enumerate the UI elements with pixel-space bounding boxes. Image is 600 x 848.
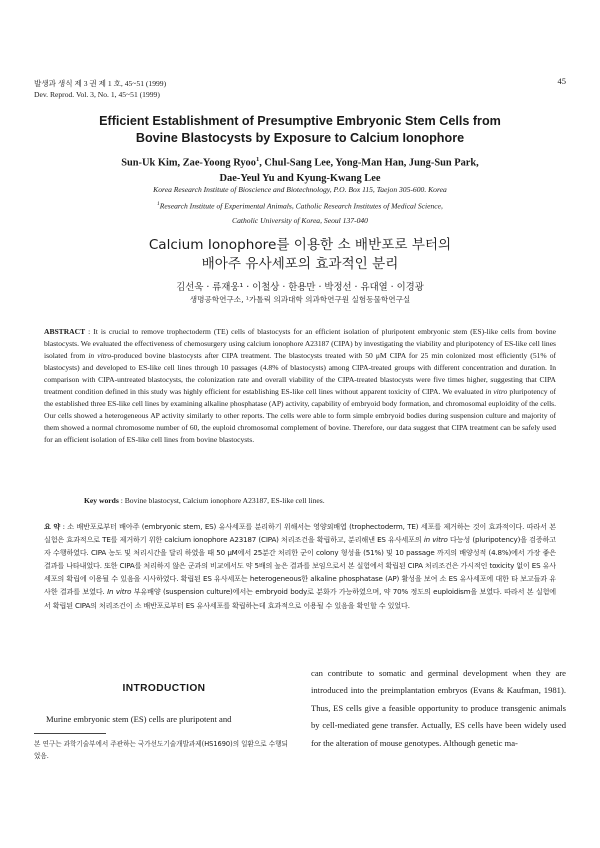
introduction-right-column: can contribute to somatic and germinal development when they are introduced into the preimplantation embryos (Evans & Kaufman, 1981). Thus, ES cells give a feasible opportunity to produce transgenic animals by cell-mediated gene transfer. Actually, ES cells have been widely used for the alteration of mouse genotypes. Although genetic ma-: [311, 668, 566, 748]
author-line-2: Dae-Yeul Yu and Kyung-Kwang Lee: [219, 173, 381, 185]
abstract-text-1: : It is crucial to remove trophectoderm (TE) cells of blastocysts for an efficient isolation of pluripotent embryonic stem (ES)-like cells from bovine blastocysts. We evaluated the effectiveness of chemosurgery using calcium ionophore A23187 (CIPA) by investigating the viability and pluripotency of ES-like cell lines isolated from: [44, 327, 556, 361]
keywords-label: Key words: [84, 496, 119, 505]
abstract-italic-2: in vitro: [485, 387, 508, 397]
introduction-heading: INTRODUCTION: [122, 683, 206, 694]
introduction-left-column: Murine embryonic stem (ES) cells are pluripotent and: [46, 714, 232, 724]
affiliation-line-2-text: Research Institute of Experimental Animals, Catholic Research Institutes of Medical Science,: [159, 201, 443, 211]
korean-abstract-text-1: : 소 배반포로부터 배아주 (embryonic stem, ES) 유사세포를 분리하기 위해서는 영양외배엽 (trophectoderm, TE) 세포를 제거하는 것이 효과적이다. 따라서 본 실험은 효과적으로 TE를 제거하기 위한 calcium ionophore A23187 (CIPA) 처리조건을 확립하고, 분리해낸 ES 유사세포의: [44, 522, 556, 545]
korean-title-line-2: 배아주 유사세포의 효과적인 분리: [201, 256, 399, 272]
keywords: [84, 495, 554, 506]
page-number: 45: [557, 76, 566, 86]
paper-title-line-2: Bovine Blastocysts by Exposure to Calcium Ionophore: [135, 131, 465, 145]
keywords-text: : Bovine blastocyst, Calcium ionophore A23187, ES-like cell lines.: [118, 496, 325, 505]
journal-citation-english: Dev. Reprod. Vol. 3, No. 1, 45~51 (1999): [34, 90, 160, 99]
paper-title-line-1: Efficient Establishment of Presumptive Embryonic Stem Cells from: [99, 114, 501, 128]
paper-title: [40, 113, 560, 147]
author-superscript: 1: [255, 156, 260, 163]
affiliation-line-1: Korea Research Institute of Bioscience and Biotechnology, P.O. Box 115, Taejon 305-600. Korea: [153, 185, 447, 194]
journal-citation: [34, 78, 166, 100]
journal-citation-korean: 발생과 생식 제 3 권 제 1 호, 45~51 (1999): [34, 79, 167, 88]
footnote-divider: [34, 733, 106, 734]
affiliation-superscript: 1: [157, 201, 160, 207]
korean-abstract-text-3: 부유배양 (suspension culture)에서는 embryoid body로 분화가 가능하였으며, 약 70% 정도의 euploidism을 보였다. 따라서 본 실험에서 확립된 CIPA의 처리조건이 소 배반포로부터 ES 유사세포를 확립하는데 효과적으로 이용될 수 있음을 확인할 수 있었다.: [44, 587, 556, 610]
abstract-label: ABSTRACT: [44, 327, 86, 336]
affiliation-line-2: [40, 197, 560, 214]
affiliation-line-3: Catholic University of Korea, Seoul 137-040: [232, 215, 368, 225]
abstract-text-3: pluripotency of the established three ES-like cell lines by examining alkaline phosphatase (AP) activity, capability of embryoid body formation, and chromosomal euploidity of the cells. Our cells showed a heterogeneous AP activity similarly to other reports. The cells were able to form simple embryoid bodies during suspension culture and majority of them showed a normal chromosome number of 60, the euploid chromosomal complement of bovine. Therefore, our data suggest that CIPA treatment can be safely used for an efficient isolation of ES-like cell lines from bovine blastocysts.: [44, 387, 556, 445]
korean-title-line-1: Calcium Ionophore를 이용한 소 배반포로 부터의: [148, 237, 452, 253]
author-line-1: [40, 152, 560, 171]
korean-abstract-italic-1: in vitro: [423, 535, 448, 545]
author-names-a: Sun-Uk Kim, Zae-Yoong Ryoo: [121, 157, 256, 169]
korean-authors: 김선욱 · 류재웅¹ · 이철상 · 한용만 · 박정선 · 유대열 · 이경광: [176, 282, 424, 293]
affiliations: [40, 183, 560, 228]
korean-abstract-label: 요 약: [44, 522, 61, 531]
korean-abstract-text-2: 다능성 (pluripotency)을 검증하고자 수행하였다. CIPA 농도 및 처리시간을 달리 하였을 때 50 μM에서 25분간 처리한 군이 colony 형성율 (51%) 및 10 passage 까지의 배양성적 (4.8%)에서 가장 좋은 결과를 나타내었다. 또한 CIPA를 처리하지 않은 군과의 비교에서도 약 5배의 높은 결과를 보임으로서 본 실험에서 확립된 CIPA 처리조건은 가시적인 toxicity 없이 ES 유사세포의 확립에 이용될 수 있음을 시사하였다. 확립된 ES 유사세포는 heterogeneous한 alkaline phosphatase (AP) 활성을 보여 소 ES 유사세포에 대한 타 보고들과 유사한 결과를 보였다.: [44, 535, 556, 597]
abstract-text-2: -produced bovine blastocysts after CIPA treatment. The blastocysts treated with 50 μM CIPA for 25 min colonized most efficiently (51% of blastocysts) and developed to ES-like cell lines through 10 passages (4.8% of blastocysts) among CIPA-treated groups with different concentration and duration. In comparison with CIPA-untreated blastocysts, the colonization rate and overall viability of the CIPA-treated blastocysts were five times higher, suggesting that CIPA treatment condition defined in this study was highly efficient for establishing ES-like cell lines without apparent toxicity of CIPA. We evaluated: [44, 351, 557, 397]
funding-footnote: 본 연구는 과학기술부에서 주관하는 국가선도기술개발과제(HS1690)의 일환으로 수행되었음.: [34, 740, 288, 760]
abstract-italic-1: in vitro: [88, 351, 112, 361]
korean-abstract: [44, 520, 556, 612]
korean-affiliation: 생명공학연구소, ¹가톨릭 의과대학 의과학연구원 실험동물학연구실: [189, 295, 411, 304]
korean-abstract-italic-2: In vitro: [107, 587, 132, 597]
abstract: [44, 326, 556, 446]
korean-title: [40, 236, 560, 274]
author-names-b: , Chul-Sang Lee, Yong-Man Han, Jung-Sun Park,: [259, 157, 479, 169]
